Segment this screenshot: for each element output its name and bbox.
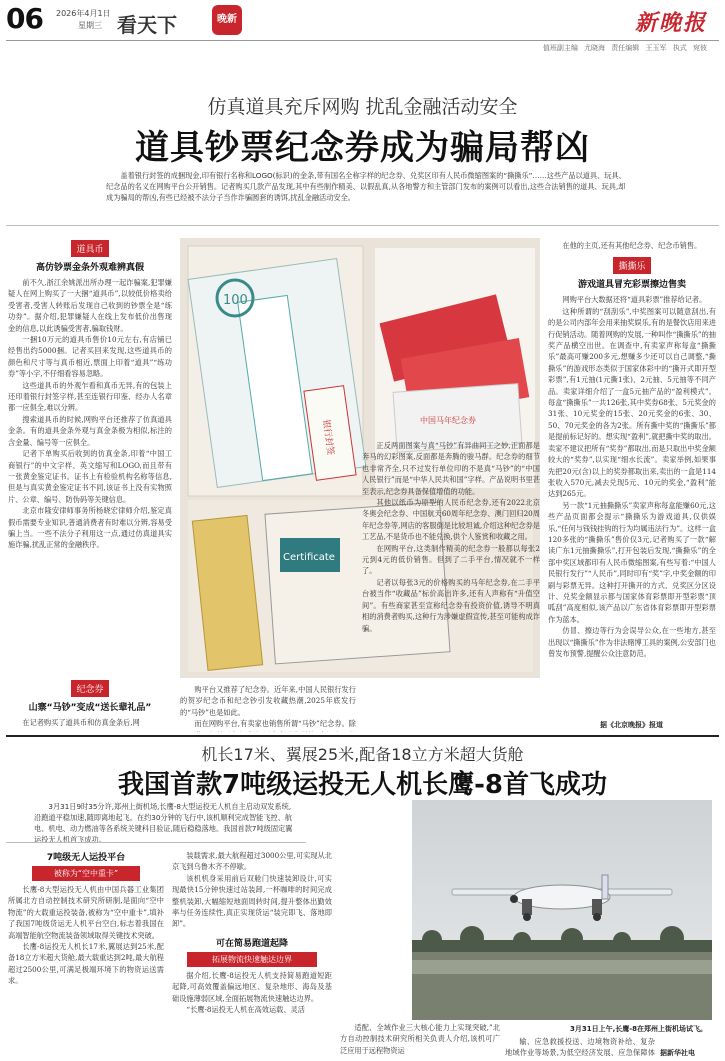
editor-credit: 尤晓海	[584, 44, 606, 52]
paragraph: “长鹰-8运投无人机在高效运载、灵活	[186, 1005, 305, 1015]
editor-credit: 责任编辑	[611, 44, 640, 52]
paragraph: 其他以纸币为原型的人民币纪念券,还有2022北京冬奥会纪念券、中国航天60周年纪念券、澳门回归20周年纪念券等,网店的客服倒是比较坦诚,介绍这种纪念券是工艺品,不是货币也不能兑换,供个人鉴赏和收藏之用。	[362, 498, 540, 542]
editor-credit: 王玉军	[645, 44, 667, 52]
drone-photo-svg	[412, 800, 712, 1020]
paragraph: 另一款“1元抽撕撕乐”卖家声称每盒能赚60元,这些产品页面都会提示“撕撕乐为游戏道具,仅供娱乐,“任何与钱钱挂钩的行为均属违法行为”。这样一盒120多张的“撕撕乐”售价仅3元,记者购买了一款“解读广东1元抽撕撕乐”,打开包装后发现,“撕撕乐”的全部中奖区域都印有人民币微缩图案,有些写着:“中国人民银行发行”“人民币”,同时印有“奖”字,中奖金额的印刷与彩票无异。这种打开撕开的方式、兑奖区分区设计、兑奖金额显示都与国家体育彩票即开型彩票“顶呱刮”高度相似,该产品以广东省体育彩票即开型彩票作为蓝本。	[548, 500, 716, 624]
paper-logo: 新晚报	[634, 10, 707, 36]
story1-column-1	[8, 240, 172, 730]
paragraph: 前不久,浙江余姚派出所办理一起诈骗案,犯罪嫌疑人在网上购买了一大捆“道具币”,以较低价格卖给受害者,受害人转账后发现自己收到的钞票全是“练功券”。据介绍,犯罪嫌疑人在线上发布低价出售现金的信息,以此诱骗受害者,骗取钱财。	[8, 278, 172, 333]
section-subhead: 山寨“马钞”变成“送长辈礼品”	[28, 703, 152, 713]
paragraph: 记者下单购买后收到的仿真金条,印着“中国工商银行”的中文字样、英文缩写和LOGO,而且带有一张黄金鉴定证书。证书上有检验机构名称等信息,但是与真实黄金鉴定证书不同,该证书上没有实物照片、公章、编号、防伪码等关键信息。	[8, 449, 172, 504]
box-title: 7吨级无人运投平台	[46, 853, 126, 863]
paragraph: 北京市隆安律师事务所杨晓宏律师介绍,鉴定真假币需要专业知识,普通消费者有时难以分辨,容易受骗上当。一些不法分子利用这一点,通过仿真道具实施诈骗,扰乱正常的金融秩序。	[8, 506, 172, 550]
story1-column-4	[548, 240, 716, 718]
story1-column-2	[180, 684, 356, 732]
section-logo: 晚新	[212, 5, 242, 35]
paragraph: 输、应急救援投送、边境物资补给、复杂地域作业等场景,为低空经济发展、应急保障体	[505, 1037, 655, 1058]
coupon-label: 中国马年纪念券	[420, 416, 476, 425]
section-subhead: 游戏道具冒充彩票擦边售卖	[577, 280, 686, 291]
story2-column-3	[340, 1022, 500, 1058]
section-tag: 道具币	[71, 240, 108, 257]
story2-source: 据新华社电	[660, 1049, 695, 1057]
section-title: 看天下	[117, 13, 177, 37]
masthead-rule	[6, 40, 719, 41]
section-tag: 纪念券	[71, 680, 108, 697]
editor-credit: 宛彼	[693, 44, 707, 52]
paragraph: 记者以每张3元的价格购买的马年纪念券,在二手平台被当作“收藏品”标价高出许多,还有人声称有“升值空间”。有些商家甚至宣称纪念券有投资价值,诱导不明真相的消费者购买,这种行为涉嫌虚假宣传,甚至可能构成诈骗。	[362, 577, 540, 633]
masthead	[0, 0, 725, 50]
banknote-bundle-image	[188, 246, 366, 496]
issue-date	[56, 8, 111, 32]
paragraph: 长鹰-8大型运投无人机由中国兵器工业集团所属北方自动控制技术研究所研制,是面向“空中物流”的大载重运投装备,被称为“空中重卡”,填补了我国7吨级货运无人机平台空白,标志着我国在高端智能航空物流装备领域取得关键技术突破。	[8, 885, 164, 940]
banknote-denomination: 100	[223, 293, 248, 308]
paragraph: 搜索道具币的时候,网购平台还推荐了仿真道具金条。有的道具金条外观与真金条极为相似,标注的含金量、编号等一应俱全。	[8, 414, 172, 447]
story2-kicker: 机长17米、翼展25米,配备18立方米超大货舱	[201, 745, 524, 764]
bank-seal-label: 银行封签	[320, 418, 336, 456]
paragraph: 仿冒、擦边等行为会误导公众,在一些地方,甚至出现以“撕撕乐”作为非法赌博工具的案例,公安部门也曾发布预警,提醒公众注意防范。	[548, 626, 716, 658]
story2-headline: 我国首款7吨级运投无人机长鹰-8首飞成功	[118, 770, 607, 800]
box-tag: 被称为“空中重卡”	[32, 866, 140, 881]
story1-lead: 盖着银行封签的成捆现金,印有银行名称和LOGO(标识)的金条,带有国名全称字样的纪念券、兑奖区印有人民币微缩图案的“撕撕乐”……这些产品以道具、玩具、纪念品的名义在网购平台公开销售。记者购买几款产品发现,其中有些制作精美、以假乱真,从各地警方和主管部门发布的案例可以看出,这些合法销售的道具、玩具,却成为骗局的帮凶,有些已经被不法分子当作诈骗圆套的诱饵,扰乱金融活动安全。	[106, 171, 626, 202]
paragraph: 在网购平台,这类制作精美的纪念券一般都以每张2元到4元的低价销售。但到了二手平台,情况就不一样了。	[362, 543, 540, 576]
paragraph: 据介绍,长鹰-8运投无人机支持简易跑道短距起降,可高效覆盖偏远地区、复杂地形、海岛及基础设施薄弱区域,全面拓展物流快速触达边界。	[172, 970, 332, 1003]
paragraph: 长鹰-8运投无人机长17米,翼展达到25米,配备18立方米超大货舱,最大载重达到2吨,最大航程超过2500公里,可满足极端环境下的物资运送需求。	[8, 942, 164, 986]
date-text: 2026年4月1日	[56, 9, 111, 18]
box-tag: 拓展物流快速触达边界	[187, 952, 317, 967]
paragraph: 网购平台大数据还将“道具彩票”推荐给记者。	[562, 295, 707, 305]
drone-photo	[412, 800, 712, 1020]
paragraph: 这种所谓的“刮刮乐”,中奖图案可以随意刮出,有的是公司内部年会用来抽奖娱乐,有的是餐饮店用来进行促销活动。随着网购的发展,一种叫作“撕撕乐”的抽奖产品横空出世。在调查中,有卖家声称每盒“撕撕乐”最高可赚200多元,想赚多少还可以自己调整,“撕撕乐”的游戏形态类似于国家体彩中的“撕开式即开型彩票”,有1元抽(1元撕1张)、2元抽、5元抽等不同产品。卖家详细介绍了一盒5元抽产品的“盈利模式”。每盒“撕撕乐”一共126张,其中奖券68张、5元奖金的31张、10元奖金的15张、20元奖金的6张、30、50、70元奖金的各为2张。所有撕中奖的“撕撕乐”都是提前标记好的。想实现“盈利”,就把撕中奖的取出。卖家不建议把所有“奖券”都取出,而是只取出中奖金额较大的“奖券”,以实现“细水长流”。卖家举例,如果事先把20元(含)以上的奖券都取出来,卖出的一盒是114张收入570元,减去兑现5元、10元的奖金,“盈利”能达到265元。	[548, 306, 716, 499]
paragraph: 在他的主页,还有其他纪念券、纪念币销售。	[562, 241, 702, 250]
lead-rule	[6, 225, 719, 226]
editor-credit: 值班副主编	[542, 44, 578, 52]
paragraph: 购平台又推荐了纪念券。近年来,中国人民银行发行的贺岁纪念币和纪念钞引发收藏热潮,2025年底发行的“马钞”也是如此。	[180, 685, 356, 717]
drone-photo-caption: 3月31日上午,长鹰-8在郑州上街机场试飞。	[570, 1025, 708, 1033]
section-divider	[6, 735, 719, 737]
story1-kicker: 仿真道具充斥网购 扰乱金融活动安全	[207, 96, 518, 118]
story2-column-2	[172, 850, 332, 1055]
box-title: 可在简易跑道起降	[215, 938, 288, 949]
paragraph: 适配、全域作业三大核心能力上实现突破,”北方自动控制技术研究所相关负责人介绍,该机可广泛应用于远程物资运	[340, 1023, 500, 1055]
paragraph: 一捆10万元的道具币售价10元左右,有店铺已经售出约5000捆。记者买回来发现,这些道具币的颜色和尺寸等与真币相近,票面上印着“道具”“练功券”等小字,不仔细看容易忽略。	[8, 335, 172, 379]
editor-credits	[543, 43, 707, 53]
section-subhead: 高仿钞票金条外观难辨真假	[35, 263, 144, 273]
paragraph: 而在网购平台,有卖家也销售所谓“马钞”纪念券。除	[194, 719, 356, 729]
editor-credit: 执式	[672, 44, 687, 52]
certificate-label: Certificate	[283, 552, 335, 563]
paragraph: 正反两面图案与真“马钞”有异曲同工之妙,正面都是奔马的幻彩图案,反面都是奔腾的骏马群。纪念券的细节也非常齐全,只不过发行单位印的不是真“马钞”的“中国人民银行”而是“中华人民共和国”字样。产品说明书里甚至表示,纪念券具备保值增值的功能。	[362, 441, 540, 496]
lead-rule	[6, 842, 306, 843]
story2-column-4	[505, 1036, 655, 1060]
story2-column-1	[8, 850, 164, 1055]
paragraph: 该机机身采用前后双舱门快速装卸设计,可实现最快15分钟快速过站装卸,一杯咖啡的时间完成整机装卸,大幅缩短地面周转时间,提升整体出勤效率与任务连续性,真正实现货运“装完即飞、落地即卸”。	[172, 873, 332, 929]
page-number: 06	[6, 2, 43, 35]
section-tag: 撕撕乐	[613, 257, 650, 274]
paragraph: 这些道具币的外观乍看和真币无异,有的包装上还印着银行封签字样,甚至连银行印鉴、经办人名章都一应俱全,难以分辨。	[8, 380, 172, 413]
story1-column-1-bottom	[8, 680, 172, 732]
story1-column-3	[362, 440, 540, 732]
paragraph: 装载需求,最大航程超过3000公里,可实现从北京飞到乌鲁木齐不停歇。	[172, 851, 332, 872]
paragraph: 在记者购买了道具币和仿真金条后,网	[22, 718, 140, 727]
story2-lead: 3月31日9时35分许,郑州上街机场,长鹰-8大型运投无人机自主启动双发系统,沿跑道平稳加速,随即离地起飞。在约30分钟的飞行中,该机顺利完成智能飞控、航电、机电、动力燃油等各系统关键科目验证,随后稳稳落地。我国首款7吨级固定翼运投无人机首飞成功。	[34, 802, 293, 844]
story1-headline: 道具钞票纪念券成为骗局帮凶	[135, 128, 590, 168]
story1-source: 据《北京晚报》报道	[600, 721, 663, 729]
weekday-text: 星期三	[78, 21, 102, 30]
